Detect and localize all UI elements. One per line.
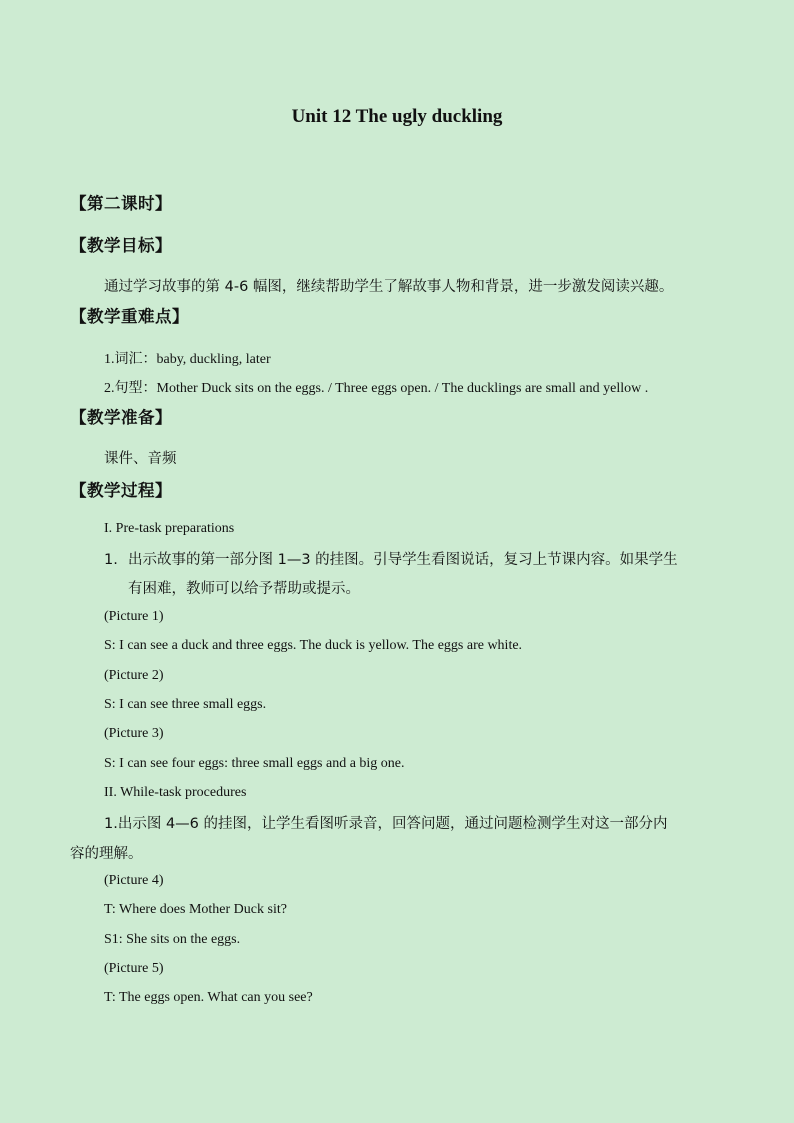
- picture-2-label: (Picture 2): [104, 668, 164, 683]
- picture-3-sentence: S: I can see four eggs: three small eggs and a big one.: [104, 756, 405, 771]
- goals-heading: 【教学目标】: [70, 236, 172, 255]
- picture-2-sentence: S: I can see three small eggs.: [104, 697, 267, 712]
- while-task-heading: II. While-task procedures: [104, 785, 247, 800]
- picture-5-label: (Picture 5): [104, 961, 164, 976]
- picture-4-question: T: Where does Mother Duck sit?: [104, 902, 287, 917]
- keypoints-heading: 【教学重难点】: [70, 307, 189, 326]
- step1-number: 1.: [104, 552, 118, 568]
- process-heading: 【教学过程】: [70, 481, 172, 500]
- document-title: Unit 12 The ugly duckling: [291, 106, 503, 127]
- picture-5-question: T: The eggs open. What can you see?: [104, 990, 313, 1005]
- picture-3-label: (Picture 3): [104, 726, 164, 741]
- goals-text: 通过学习故事的第 4-6 幅图，继续帮助学生了解故事人物和背景，进一步激发阅读兴趣。: [104, 279, 674, 295]
- vocab-line: 1.词汇：baby, duckling, later: [104, 352, 271, 367]
- step1-text: 出示故事的第一部分图 1—3 的挂图。引导学生看图说话，复习上节课内容。如果学生: [128, 552, 678, 568]
- prep-text: 课件、音频: [104, 451, 177, 467]
- picture-1-label: (Picture 1): [104, 609, 164, 624]
- step1-line1: [104, 548, 678, 569]
- picture-1-sentence: S: I can see a duck and three eggs. The duck is yellow. The eggs are white.: [104, 638, 523, 653]
- picture-4-label: (Picture 4): [104, 873, 164, 888]
- step2-line2: 容的理解。: [70, 846, 143, 862]
- picture-4-answer: S1: She sits on the eggs.: [104, 932, 241, 947]
- sentences-line: 2.句型：Mother Duck sits on the eggs. / Three eggs open. / The ducklings are small and yellow .: [104, 381, 649, 396]
- step2-line1: 1.出示图 4—6 的挂图，让学生看图听录音，回答问题，通过问题检测学生对这一部分内: [104, 816, 668, 832]
- pre-task-heading: I. Pre-task preparations: [104, 521, 235, 536]
- lesson-heading: 【第二课时】: [70, 194, 172, 213]
- prep-heading: 【教学准备】: [70, 408, 172, 427]
- step1-line2: 有困难，教师可以给予帮助或提示。: [128, 581, 360, 597]
